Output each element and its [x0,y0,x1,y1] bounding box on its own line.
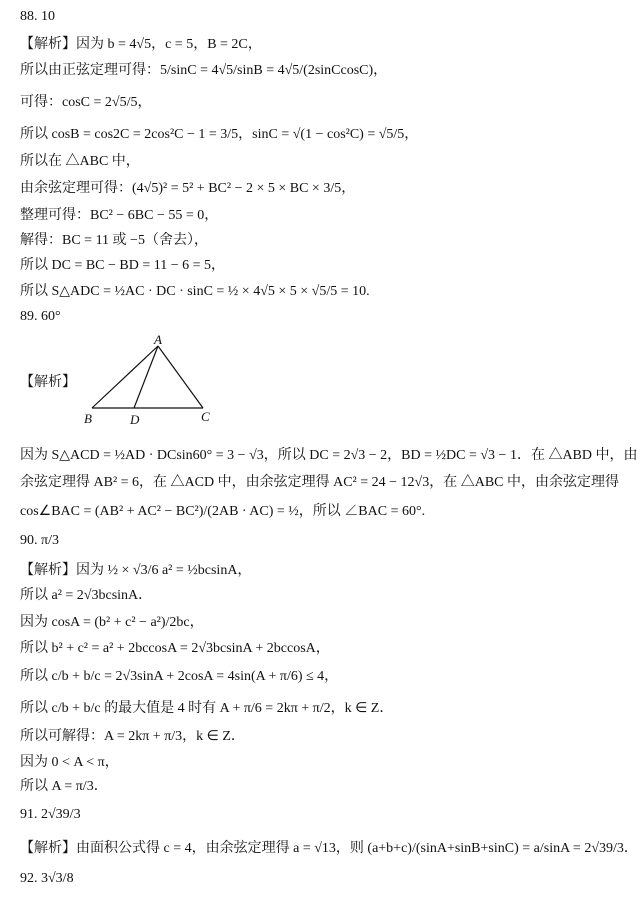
problem-88-line-7: 整理可得：BC² − 6BC − 55 = 0， [20,208,219,223]
problem-90-line-9: 所以 A = π/3． [20,779,108,794]
problem-91-number: 91. 2√39/3 [20,807,81,822]
problem-88-line-3: 可得：cosC = 2√5/5， [20,95,152,110]
problem-88-line-8: 解得：BC = 11 或 −5（舍去）， [20,233,208,248]
problem-90-number: 90. π/3 [20,533,59,548]
problem-90-line-4: 所以 b² + c² = a² + 2bccosA = 2√3bcsinA + 2bccosA， [20,641,330,656]
label-c: C [201,409,210,424]
problem-88-line-4: 所以 cosB = cos2C = 2cos²C − 1 = 3/5，sinC = √(1 − cos²C) = √5/5， [20,127,419,142]
label-d: D [130,412,140,427]
problem-89-number: 89. 60° [20,309,61,324]
problem-88-line-1: 【解析】因为 b = 4√5，c = 5，B = 2C， [20,37,262,52]
problem-88-line-6: 由余弦定理可得：(4√5)² = 5² + BC² − 2 × 5 × BC × 3/5， [20,181,356,196]
problem-89-line-1: 因为 S△ACD = ½AD · DCsin60° = 3 − √3，所以 DC = 2√3 − 2，BD = ½DC = √3 − 1．在 △ABD 中，由 [20,448,638,463]
problem-89-jiexi: 【解析】 [20,375,76,390]
problem-90-line-7: 所以可解得：A = 2kπ + π/3，k ∈ Z． [20,729,245,744]
label-a: A [154,335,162,347]
label-b: B [84,411,92,426]
problem-88-number: 88. 10 [20,9,55,24]
segment-ad [134,346,158,408]
triangle-figure [80,335,230,430]
problem-89-line-2: 余弦定理得 AB² = 6，在 △ACD 中，由余弦定理得 AC² = 24 − 12√3，在 △ABC 中，由余弦定理得 [20,475,620,490]
problem-88-line-2: 所以由正弦定理可得：5/sinC = 4√5/sinB = 4√5/(2sinCcosC)， [20,63,388,78]
problem-90-line-2: 所以 a² = 2√3bcsinA． [20,588,153,603]
problem-92-number: 92. 3√3/8 [20,871,74,886]
problem-89-line-3: cos∠BAC = (AB² + AC² − BC²)/(2AB · AC) = ½，所以 ∠BAC = 60°. [20,504,426,519]
problem-90-line-3: 因为 cosA = (b² + c² − a²)/2bc， [20,615,204,630]
problem-88-line-9: 所以 DC = BC − BD = 11 − 6 = 5， [20,258,226,273]
problem-91-line-1: 【解析】由面积公式得 c = 4，由余弦定理得 a = √13，则 (a+b+c)/(sinA+sinB+sinC) = a/sinA = 2√39/3． [20,841,638,856]
problem-90-line-1: 【解析】因为 ½ × √3/6 a² = ½bcsinA， [20,563,252,578]
problem-90-line-6: 所以 c/b + b/c 的最大值是 4 时有 A + π/6 = 2kπ + π/2，k ∈ Z． [20,701,394,716]
problem-90-line-5: 所以 c/b + b/c = 2√3sinA + 2cosA = 4sin(A + π/6) ≤ 4， [20,669,339,684]
problem-88-line-10: 所以 S△ADC = ½AC · DC · sinC = ½ × 4√5 × 5 × √5/5 = 10. [20,284,370,299]
problem-90-line-8: 因为 0 < A < π， [20,755,119,770]
side-ab [92,346,158,408]
side-ac [158,346,203,408]
problem-88-line-5: 所以在 △ABC 中， [20,154,140,169]
